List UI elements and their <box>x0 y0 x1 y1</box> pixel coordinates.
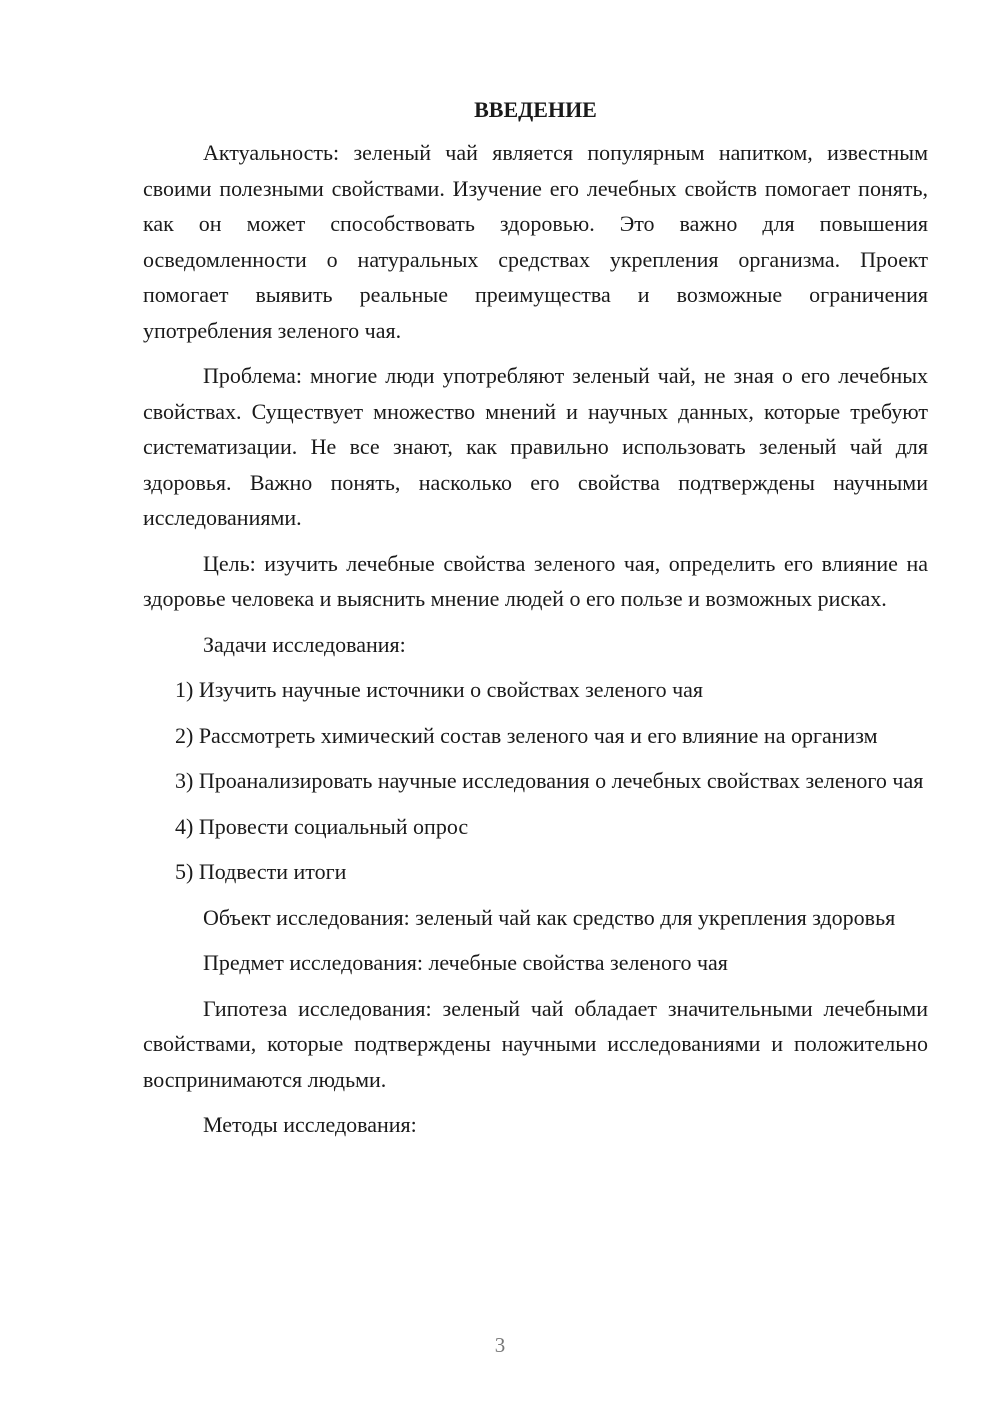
task-item-5: 5) Подвести итоги <box>175 859 347 884</box>
tasks-title: Задачи исследования: <box>203 631 406 657</box>
paragraph-subject: Предмет исследования: лечебные свойства зеленого чая <box>203 950 728 975</box>
task-item-1: 1) Изучить научные источники о свойствах зеленого чая <box>175 677 704 702</box>
task-item-4: 4) Провести социальный опрос <box>175 813 469 839</box>
document-page <box>143 95 928 1153</box>
page-number: 3 <box>494 1333 506 1357</box>
task-item-3: 3) Проанализировать научные исследования о лечебных свойствах зеленого чая <box>175 768 924 793</box>
paragraph-actuality: Актуальность: зеленый чай является популярным напитком, известным своими полезными свойствами. Изучение его лечебных свойств помогает понять, как он может способствовать здоровью. Это важно для повышения осведомленности о натуральных средствах укрепления организма. Проект помогает выявить реальные преимущества и возможные ограничения употребления зеленого чая. <box>143 140 928 343</box>
paragraph-object: Объект исследования: зеленый чай как средство для укрепления здоровья <box>203 904 896 930</box>
task-item-2: 2) Рассмотреть химический состав зеленого чая и его влияние на организм <box>175 722 878 748</box>
section-heading: ВВЕДЕНИЕ <box>474 97 597 122</box>
paragraph-goal: Цель: изучить лечебные свойства зеленого чая, определить его влияние на здоровье человека и выяснить мнение людей о его пользе и возможных рисках. <box>143 550 928 611</box>
paragraph-hypothesis: Гипотеза исследования: зеленый чай обладает значительными лечебными свойствами, которые подтверждены научными исследованиями и положительно воспринимаются людьми. <box>143 995 928 1092</box>
paragraph-problem: Проблема: многие люди употребляют зеленый чай, не зная о его лечебных свойствах. Существует множество мнений и научных данных, которые требуют систематизации. Не все знают, как правильно использовать зеленый чай для здоровья. Важно понять, насколько его свойства подтверждены научными исследованиями. <box>143 363 928 530</box>
methods-title: Методы исследования: <box>203 1112 417 1137</box>
